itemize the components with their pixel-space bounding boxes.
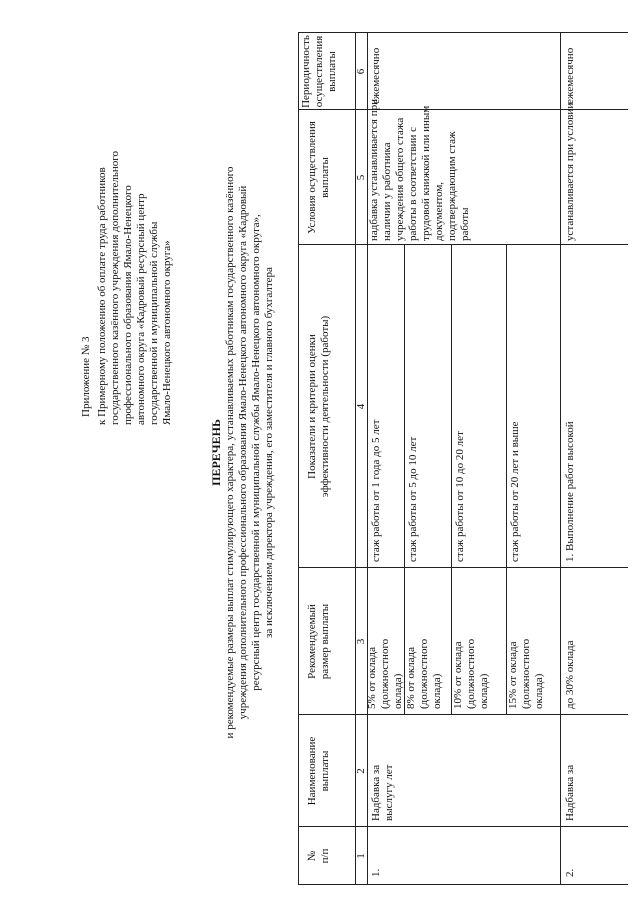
row1-size-2: 8% от оклада (должностного оклада) (405, 638, 443, 709)
appendix-line: государственной и муниципальной службы (148, 221, 160, 425)
appendix-line: Ямало-Ненецкого автономного округа» (161, 240, 173, 425)
col-number: 2 (355, 768, 367, 774)
col-number: 4 (355, 403, 367, 410)
row1-name: Надбавка за выслугу лет (370, 764, 395, 821)
row2-periodicity: ежемесячно (564, 47, 576, 104)
header-name: Наименование выплаты (306, 736, 331, 806)
row2-conditions: устанавливается при условии (564, 102, 576, 241)
header-criteria: Показатели и критерии оценки эффективности деятельности (работы) (306, 315, 331, 498)
row2-size: до 30% оклада (564, 640, 576, 709)
row1-conditions: надбавка устанавливается при наличии у работника учреждения общего стажа работы в соответствии с трудовой книжкой или иным документом, подтверждающим стаж работы (368, 99, 471, 241)
header-size: Рекомендуемый размер выплаты (306, 603, 331, 680)
appendix-line: к Примерному положению об оплате труда работников (96, 167, 108, 425)
subtitle-line: ресурсный центр государственной и муниципальной службы Ямало-Ненецкого автономного округа», (250, 214, 262, 691)
header-conditions: Условия осуществления выплаты (306, 121, 331, 234)
col-number: 5 (355, 174, 367, 181)
row1-size-1: 5% от оклада (должностного оклада) (366, 638, 404, 709)
col-number: 6 (355, 68, 367, 75)
row2-num: 2. (564, 868, 576, 877)
row1-size-3: 10% от оклада (должностного оклада) (452, 638, 490, 709)
row2-criteria: 1. Выполнение работ высокой (564, 421, 576, 562)
row1-size-4: 15% от оклада (должностного оклада) (507, 638, 545, 709)
appendix-line: автономного округа «Кадровый ресурсный центр (135, 193, 147, 425)
header-num: № п/п (306, 848, 331, 864)
header-periodicity: Периодичность осуществления выплаты (300, 35, 338, 108)
appendix-line: профессионального образования Ямало-Ненецкого (122, 185, 134, 425)
row1-criteria-3: стаж работы от 10 до 20 лет (454, 431, 466, 562)
row2-name: Надбавка за (564, 764, 576, 821)
appendix-line: государственного казённого учреждения дополнительного (109, 150, 121, 425)
col-number: 3 (355, 638, 367, 645)
row1-num: 1. (370, 868, 382, 877)
appendix-number: Приложение № 3 (80, 336, 92, 417)
col-number: 1 (355, 853, 367, 859)
subtitle-line: учреждения дополнительного профессионального образования Ямало-Ненецкого автономного округа «Кадровый (237, 185, 249, 720)
subtitle-line: за исключением директора учреждения, его заместителя и главного бухгалтера (263, 267, 275, 638)
row1-criteria-2: стаж работы от 5 до 10 лет (407, 436, 419, 562)
subtitle-line: и рекомендуемые размеры выплат стимулирующего характера, устанавливаемых работникам государственного казённого (224, 166, 236, 739)
row1-periodicity: ежемесячно (370, 47, 382, 104)
row1-criteria-1: стаж работы от 1 года до 5 лет (370, 419, 382, 562)
row1-criteria-4: стаж работы от 20 лет и выше (509, 421, 521, 562)
page-title: ПЕРЕЧЕНЬ (209, 419, 223, 486)
